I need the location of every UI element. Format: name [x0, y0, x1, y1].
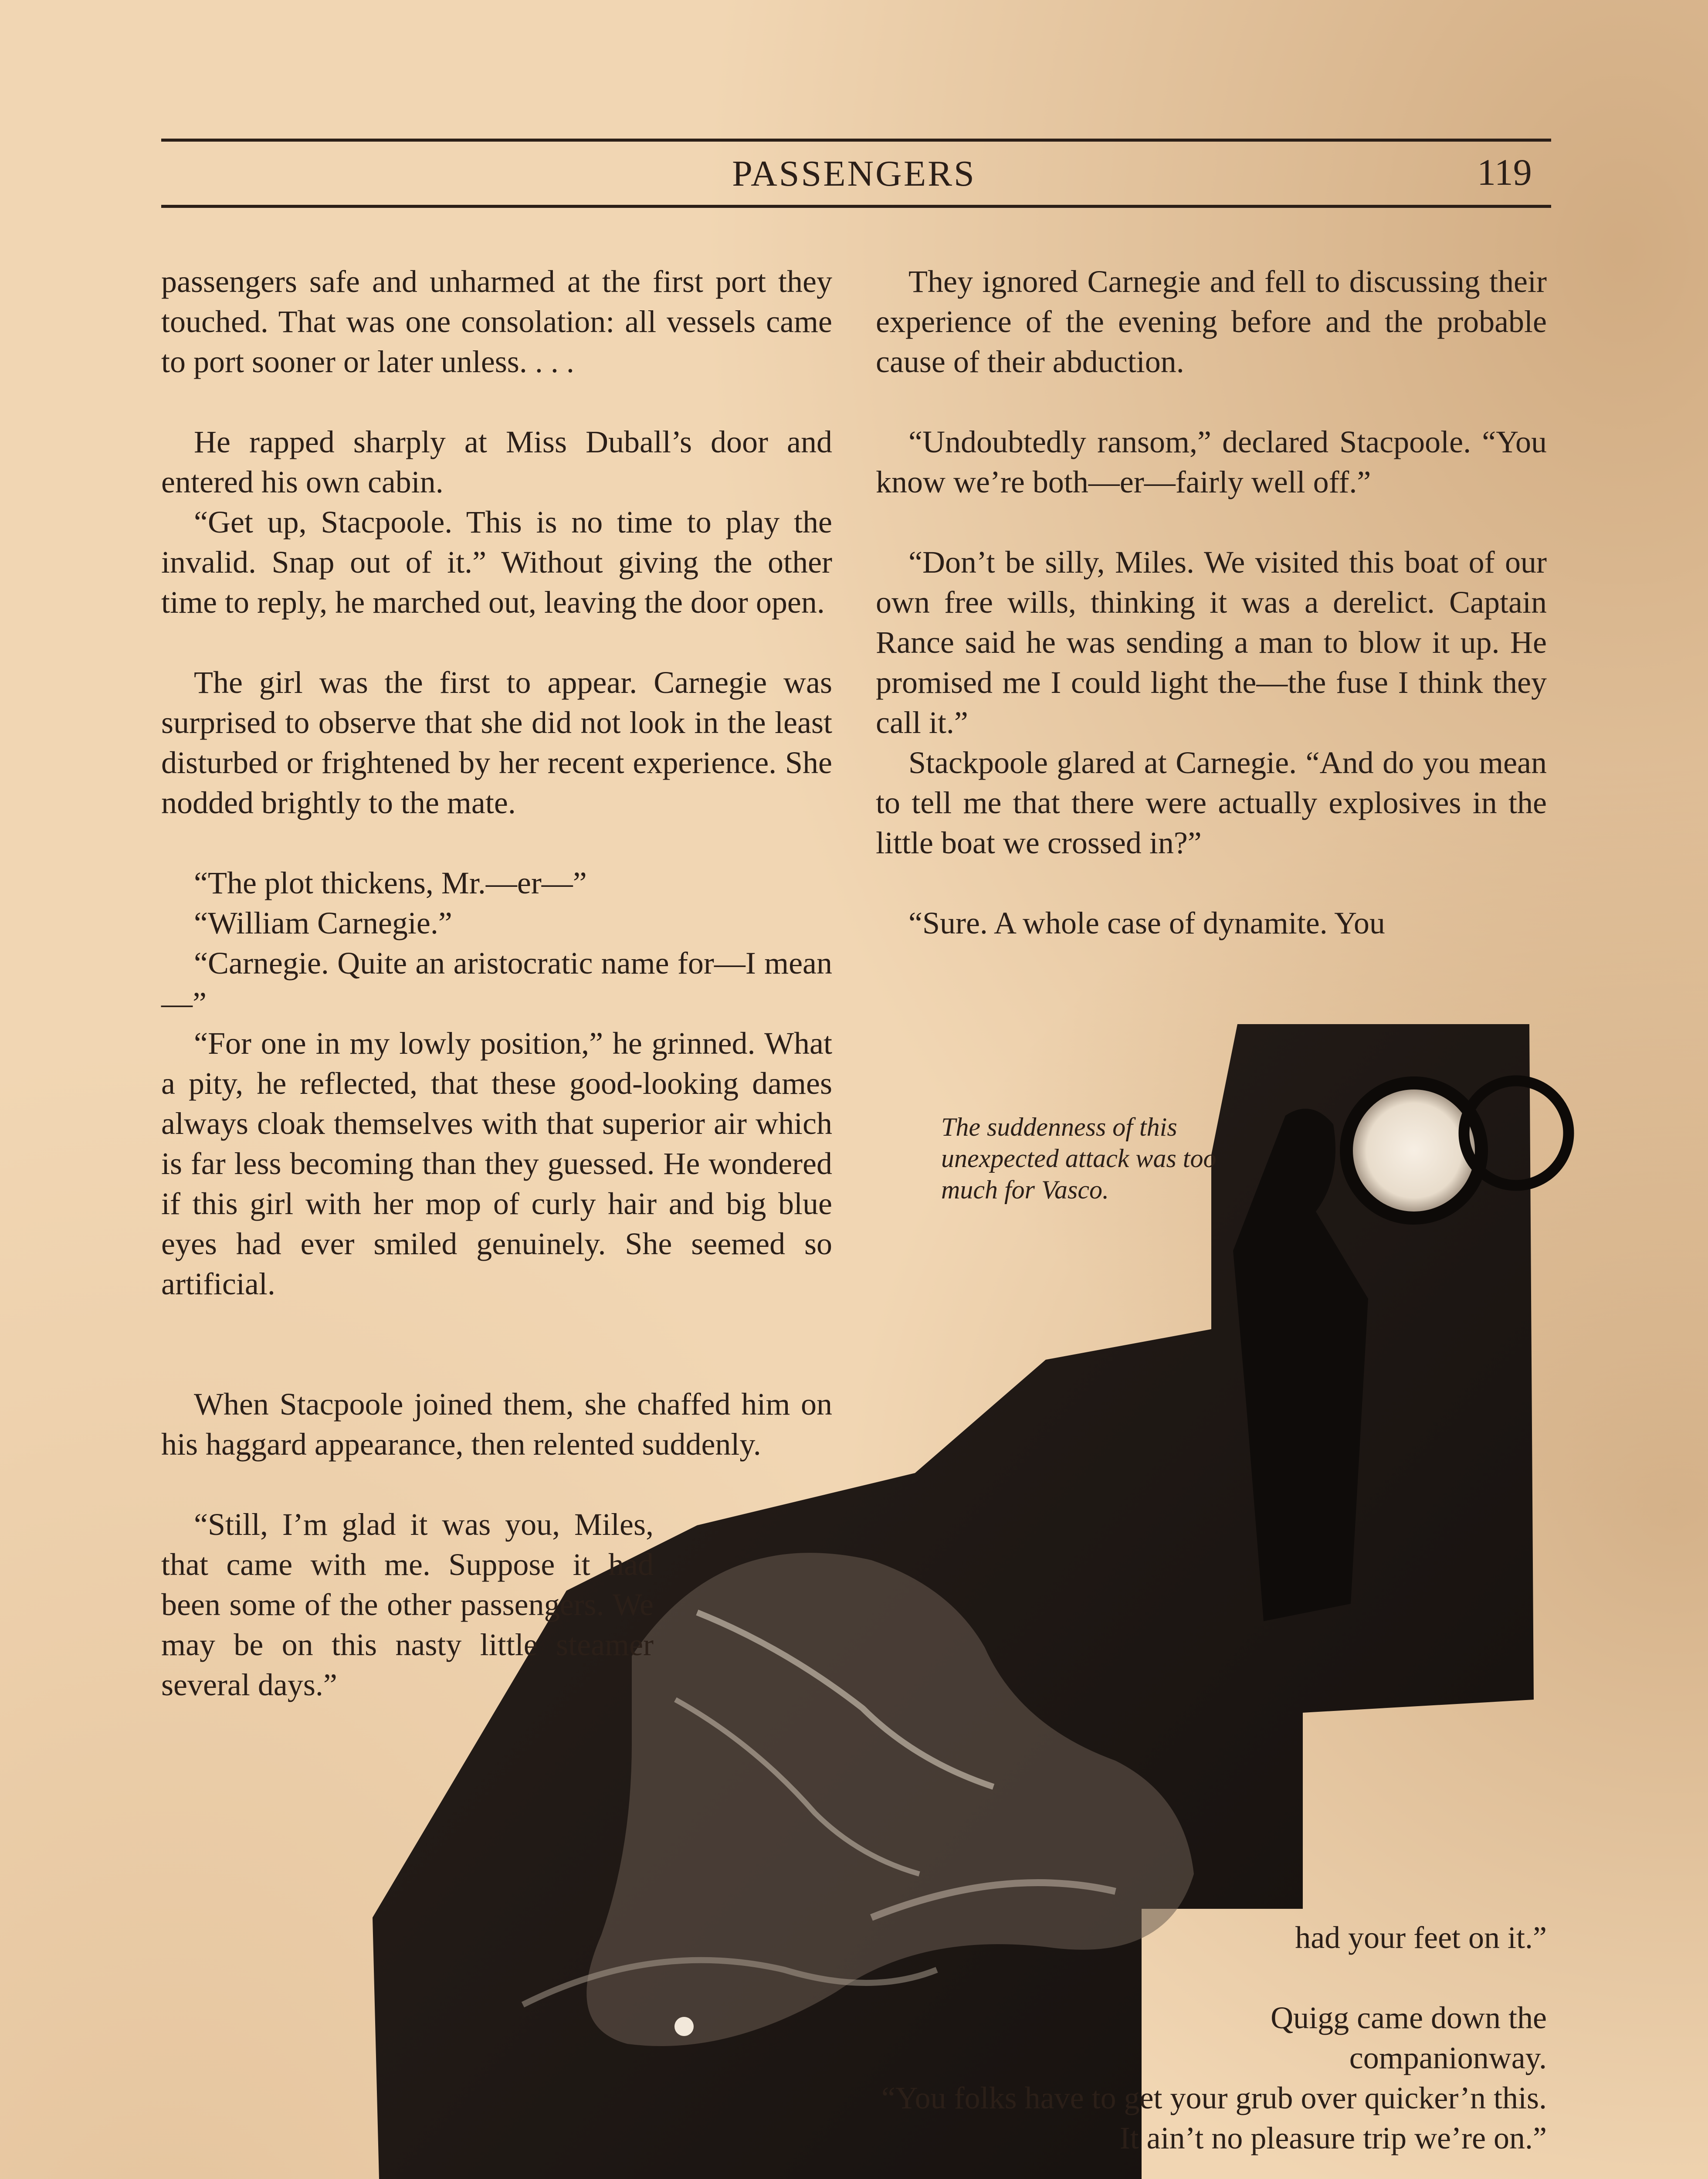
paragraph: “Don’t be silly, Miles. We visited this boat of our own free wills, thinking it was a derelict. Captain Rance said he was sending a man to blow it up. He promised me I could light the—the fuse I think they call it.”	[876, 545, 1547, 740]
paragraph: “For one in my lowly position,” he grinned. What a pity, he reflected, that these good-looking dames always cloak themselves with that superior air which is far less becoming than they guessed. He wondered if this girl with her mop of curly hair and big blue eyes had ever smiled genuinely. She seemed so artificial.	[161, 1026, 832, 1301]
page-number: 119	[1477, 151, 1532, 193]
paragraph: “The plot thickens, Mr.—er—”	[194, 865, 587, 900]
paragraph: passengers safe and unharmed at the first port they touched. That was one consolation: all vessels came to port sooner or later unless. . . .	[161, 264, 832, 379]
paragraph: They ignored Carnegie and fell to discussing their experience of the evening before and the probable cause of their abduction.	[876, 264, 1547, 379]
paragraph: “Carnegie. Quite an aristocratic name for—I mean—”	[161, 946, 832, 1021]
paragraph: “Sure. A whole case of dynamite. You	[908, 906, 1385, 940]
porthole	[1346, 1083, 1481, 1218]
running-head: PASSENGERS	[732, 153, 976, 194]
paragraph: “Get up, Stacpoole. This is no time to play the invalid. Snap out of it.” Without giving the other time to reply, he marched out, leaving the door open.	[161, 505, 832, 620]
paragraph: had your feet on it.”	[1295, 1920, 1547, 1955]
paragraph: Quigg came down the companionway.	[1271, 2000, 1547, 2075]
paragraph: “Undoubtedly ransom,” declared Stacpoole. “You know we’re both—er—fairly well off.”	[876, 424, 1547, 499]
paragraph: “William Carnegie.”	[194, 906, 452, 940]
paragraph: “Still, I’m glad it was you, Miles, that came with me. Suppose it had been some of the other passengers. We may be on this nasty little steamer several days.”	[161, 1507, 654, 1702]
paragraph: “You folks have to get your grub over quicker’n this. It ain’t no pleasure trip we’re on.”	[881, 2081, 1547, 2155]
paragraph: When Stacpoole joined them, she chaffed him on his haggard appearance, then relented suddenly.	[161, 1387, 832, 1462]
illustration-caption: The suddenness of this unexpected attack was too much for Vasco.	[941, 1113, 1217, 1204]
paragraph: Stackpoole glared at Carnegie. “And do you mean to tell me that there were actually explosives in the little boat we crossed in?”	[876, 745, 1547, 860]
paragraph: He rapped sharply at Miss Duball’s door and entered his own cabin.	[161, 424, 832, 499]
paragraph: The girl was the first to appear. Carnegie was surprised to observe that she did not look in the least disturbed or frightened by her recent experience. She nodded brightly to the mate.	[161, 665, 832, 820]
